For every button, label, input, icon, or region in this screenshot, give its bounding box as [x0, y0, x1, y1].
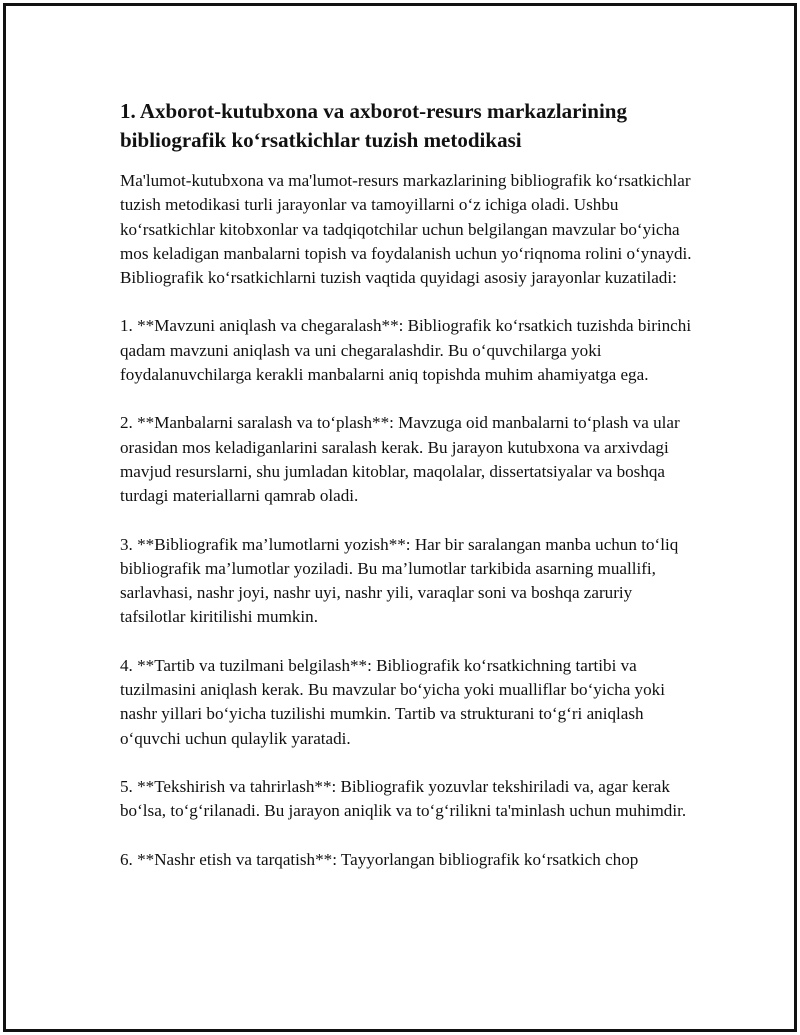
document-body: [120, 97, 700, 896]
step-2-paragraph: 2. **Manbalarni saralash va to‘plash**: Mavzuga oid manbalarni to‘plash va ular orasidan mos keladiganlarini saralash kerak. Bu jarayon kutubxona va arxivdagi mavjud resurslarni, shu jumladan kitoblar, maqolalar, dissertatsiyalar va boshqa turdagi materiallarni qamrab oladi.: [120, 413, 680, 506]
step-1-paragraph: 1. **Mavzuni aniqlash va chegaralash**: Bibliografik ko‘rsatkich tuzishda birinchi qadam mavzuni aniqlash va uni chegaralashdir. Bu o‘quvchilarga yoki foydalanuvchilarga kerakli manbalarni aniq topishda muhim ahamiyatga ega.: [120, 316, 692, 385]
document-title: 1. Axborot-kutubxona va axborot-resurs markazlarining bibliografik ko‘rsatkichlar tuzish metodikasi: [120, 99, 627, 152]
step-4-paragraph: 4. **Tartib va tuzilmani belgilash**: Bibliografik ko‘rsatkichning tartibi va tuzilmasini aniqlash kerak. Bu mavzular bo‘yicha yoki mualliflar bo‘yicha yoki nashr yillari bo‘yicha tuzilishi mumkin. Tartib va strukturani to‘g‘ri aniqlash o‘quvchi uchun qulaylik yaratadi.: [120, 655, 665, 748]
document-page: [3, 3, 797, 1032]
intro-paragraph: Ma'lumot-kutubxona va ma'lumot-resurs markazlarining bibliografik ko‘rsatkichlar tuzish metodikasi turli jarayonlar va tamoyillarni o‘z ichiga oladi. Ushbu ko‘rsatkichlar kitobxonlar va tadqiqotchilar uchun belgilangan mavzular bo‘yicha mos keladigan manbalarni topish va foydalanish uchun yo‘riqnoma rolini o‘ynaydi. Bibliografik ko‘rsatkichlarni tuzish vaqtida quyidagi asosiy jarayonlar kuzatiladi:: [120, 171, 692, 288]
step-3-paragraph: 3. **Bibliografik ma’lumotlarni yozish**: Har bir saralangan manba uchun to‘liq bibliografik ma’lumotlar yoziladi. Bu ma’lumotlar tarkibida asarning muallifi, sarlavhasi, nashr joyi, nashr uyi, nashr yili, varaqlar soni va boshqa zaruriy tafsilotlar kiritilishi mumkin.: [120, 534, 679, 627]
step-6-paragraph: 6. **Nashr etish va tarqatish**: Tayyorlangan bibliografik ko‘rsatkich chop: [120, 849, 639, 869]
step-5-paragraph: 5. **Tekshirish va tahrirlash**: Bibliografik yozuvlar tekshiriladi va, agar kerak bo‘lsa, to‘g‘rilanadi. Bu jarayon aniqlik va to‘g‘rilikni ta'minlash uchun muhimdir.: [120, 776, 687, 821]
